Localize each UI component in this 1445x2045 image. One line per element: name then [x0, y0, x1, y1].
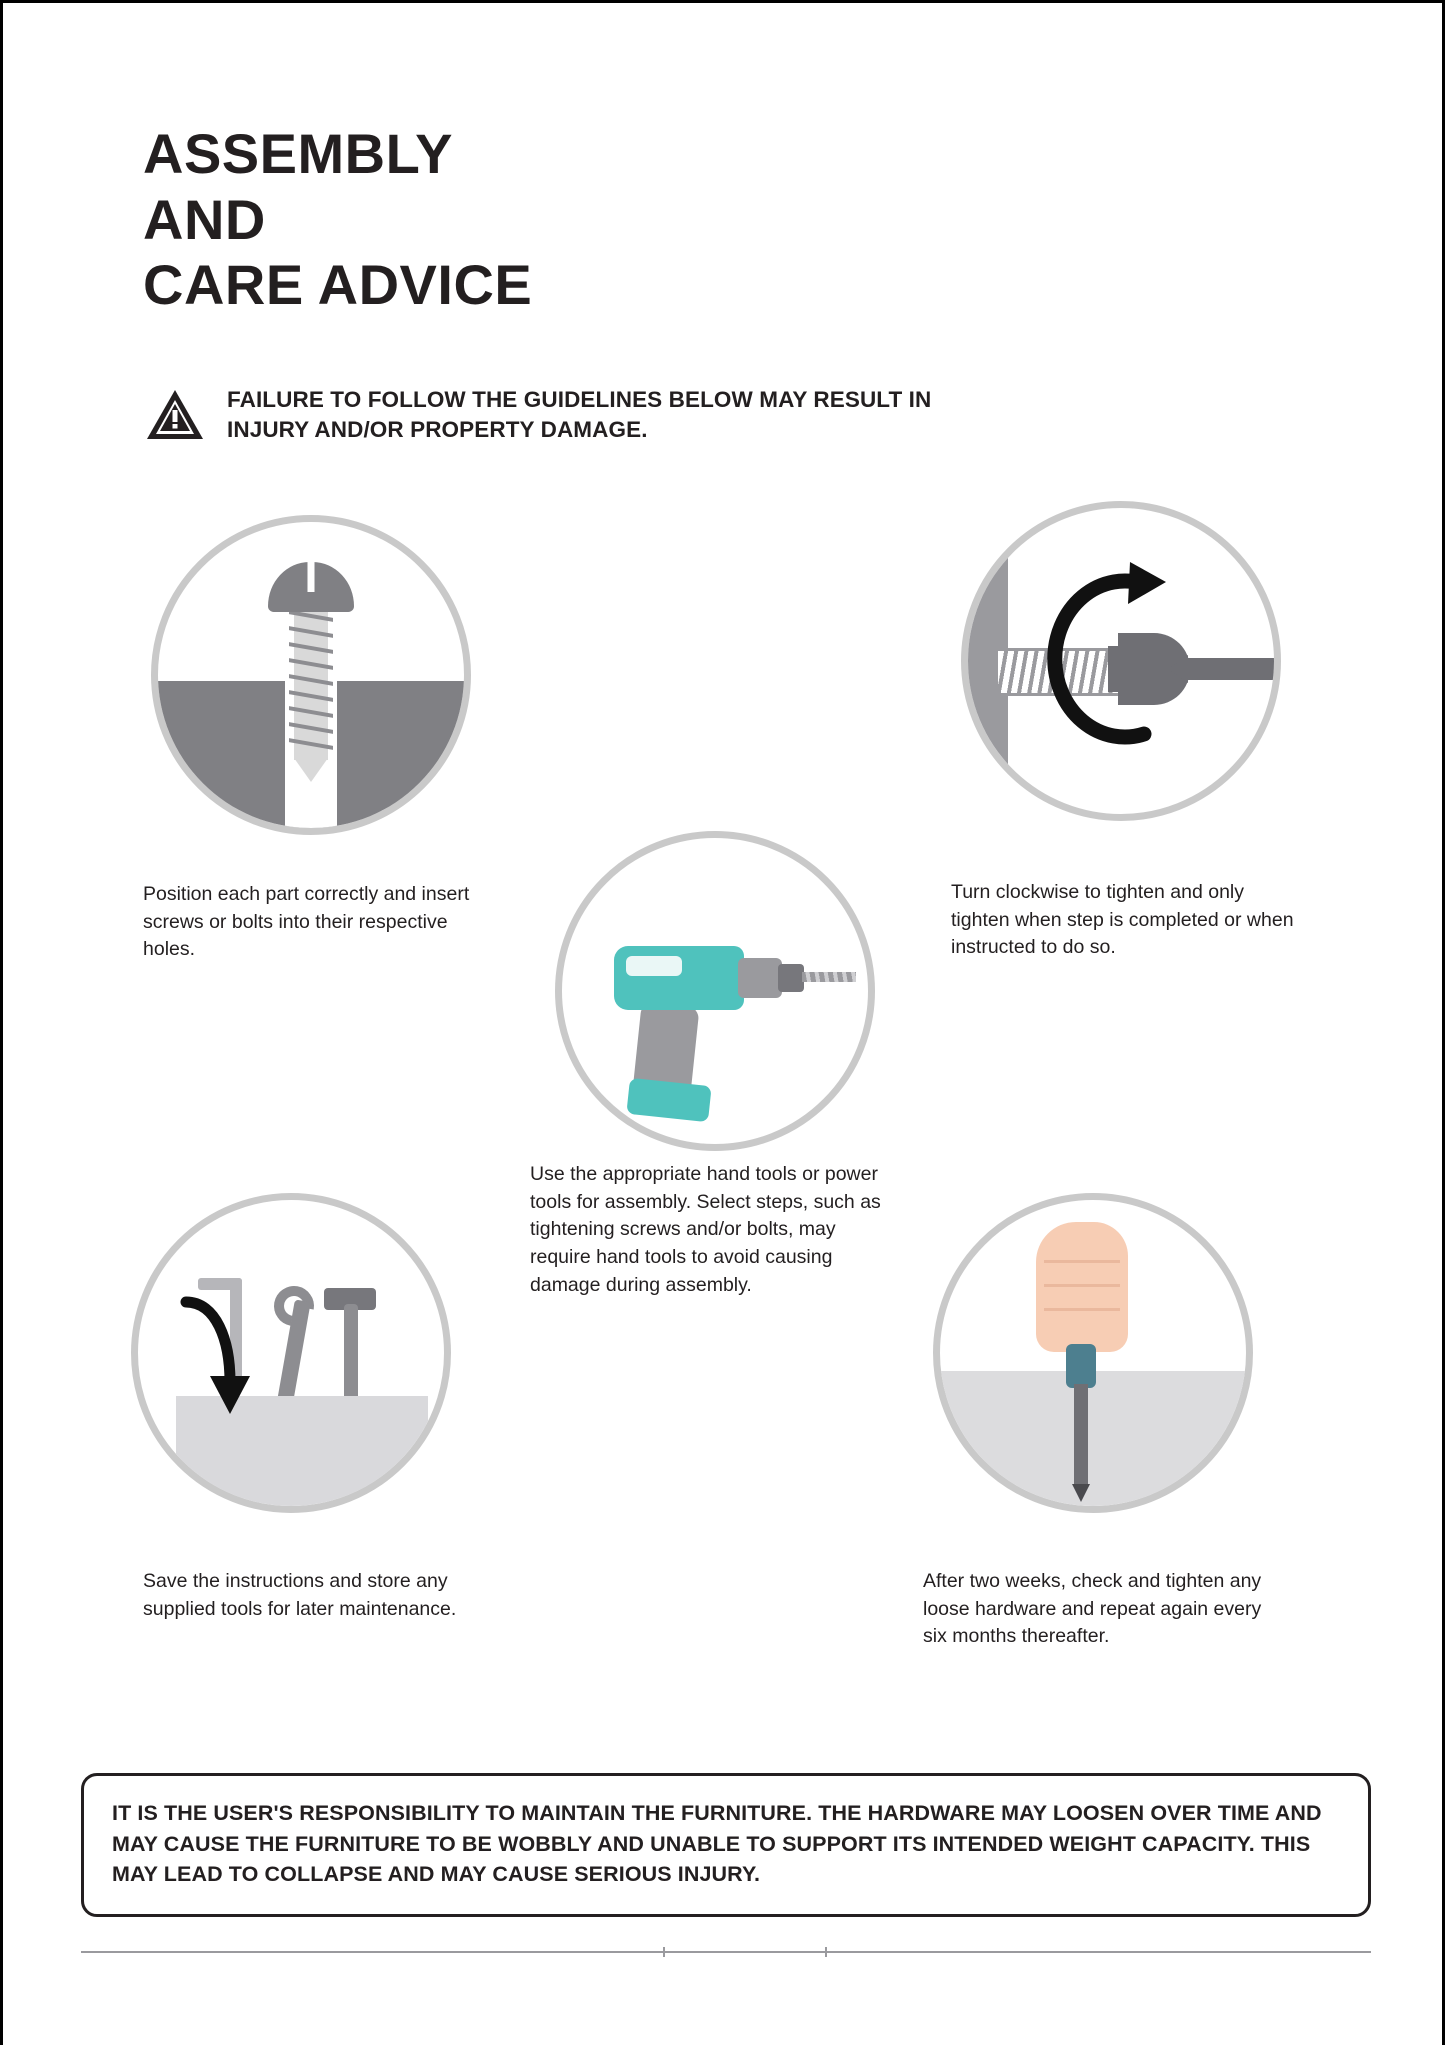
- title-line-3: CARE ADVICE: [143, 253, 533, 317]
- screwdriver-grip: [1066, 1344, 1096, 1388]
- drill-body-highlight: [626, 956, 682, 976]
- responsibility-notice: [81, 1773, 1371, 1917]
- caption-store-tools: Save the instructions and store any supplied tools for later maintenance.: [143, 1570, 457, 1620]
- caption-turn-clockwise: Turn clockwise to tighten and only tighten when step is completed or when instructed to do so.: [951, 881, 1294, 959]
- drill-chuck: [778, 964, 804, 992]
- screwdriver-shaft: [1074, 1384, 1088, 1488]
- finger-line: [1044, 1260, 1120, 1263]
- surface-shape: [940, 1371, 1246, 1506]
- drill-motor: [738, 958, 782, 998]
- screw-threads: [289, 610, 333, 762]
- warning-text: FAILURE TO FOLLOW THE GUIDELINES BELOW MAY RESULT IN INJURY AND/OR PROPERTY DAMAGE.: [227, 387, 932, 442]
- figure-power-drill: [555, 831, 875, 1151]
- hammer-icon: [344, 1304, 358, 1404]
- clockwise-arrow-icon: [1044, 556, 1194, 756]
- caption-power-drill: Use the appropriate hand tools or power tools for assembly. Select steps, such as tightening screws and/or bolts, may require hand tools to avoid causing damage during assembly.: [530, 1163, 881, 1296]
- title-line-2: AND: [143, 187, 266, 251]
- drill-battery: [626, 1078, 711, 1122]
- warning-triangle-icon: [145, 387, 205, 443]
- screw-slot: [308, 562, 315, 592]
- screw-tip: [294, 758, 328, 782]
- drill-bit: [802, 972, 856, 982]
- footer-tick: [663, 1947, 665, 1957]
- finger-line: [1044, 1308, 1120, 1311]
- page-title: [143, 121, 943, 318]
- warning-banner: [145, 385, 985, 445]
- figure-store-tools: [131, 1193, 451, 1513]
- finger-line: [1044, 1284, 1120, 1287]
- hand-icon: [1036, 1222, 1128, 1352]
- figure-screw-in-hole: [151, 515, 471, 835]
- footer-tick: [825, 1947, 827, 1957]
- screwdriver-tip: [1072, 1484, 1090, 1502]
- down-arrow-icon: [172, 1296, 262, 1426]
- caption-retighten: After two weeks, check and tighten any loose hardware and repeat again every six months thereafter.: [923, 1570, 1262, 1648]
- figure-turn-clockwise: [961, 501, 1281, 821]
- responsibility-notice-text: IT IS THE USER'S RESPONSIBILITY TO MAINTAIN THE FURNITURE. THE HARDWARE MAY LOOSEN OVER TIME AND MAY CAUSE THE FURNITURE TO BE WOBBLY AND UNABLE TO SUPPORT ITS INTENDED WEIGHT CAPACITY. THIS MAY LEAD TO COLLAPSE AND MAY CAUSE SERIOUS INJURY.: [112, 1801, 1322, 1887]
- caption-screw-in-hole: Position each part correctly and insert screws or bolts into their respective holes.: [143, 883, 470, 961]
- footer-divider: [81, 1951, 1371, 1953]
- figure-retighten: [933, 1193, 1253, 1513]
- title-line-1: ASSEMBLY: [143, 122, 454, 185]
- screwdriver-shaft: [1182, 658, 1281, 680]
